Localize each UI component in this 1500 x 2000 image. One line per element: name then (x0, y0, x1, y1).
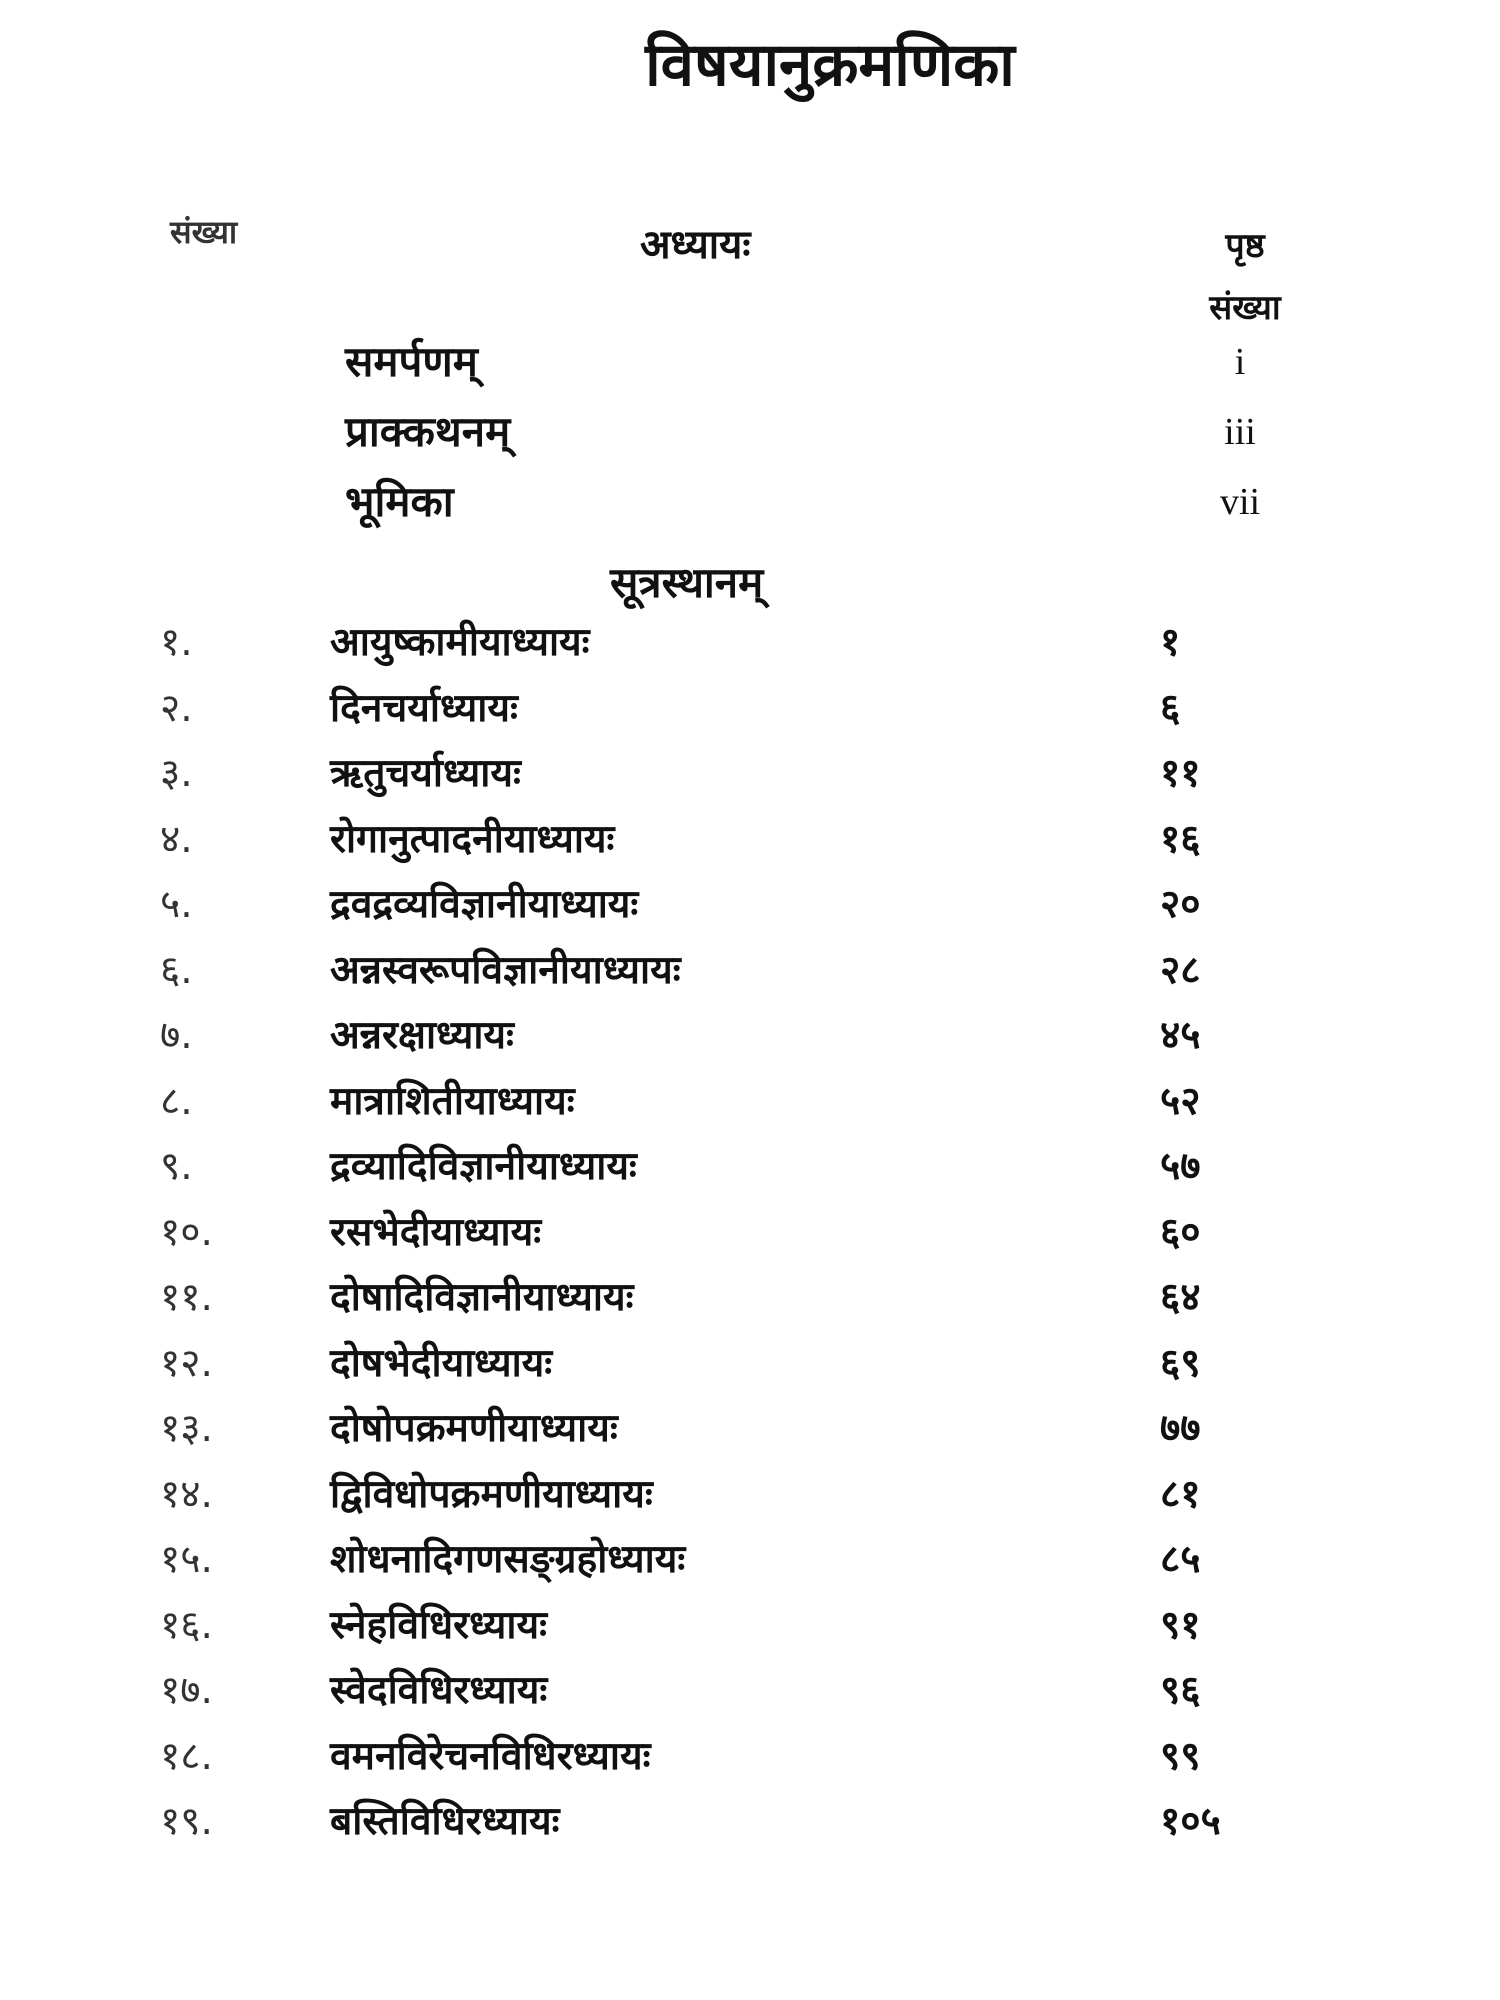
front-matter-row (0, 397, 1500, 467)
chapter-name: द्विविधोपक्रमणीयाध्यायः (330, 1471, 653, 1517)
chapter-page: १०५ (1160, 1799, 1221, 1844)
chapter-row (0, 1789, 1500, 1855)
chapter-name: स्नेहविधिरध्यायः (330, 1602, 547, 1648)
chapter-name: द्रव्यादिविज्ञानीयाध्यायः (330, 1144, 637, 1189)
chapter-name: बस्तिविधिरध्यायः (330, 1799, 560, 1844)
chapter-number: १२. (160, 1340, 213, 1386)
chapter-page: ४५ (1160, 1013, 1201, 1058)
chapter-number: ९. (160, 1144, 193, 1189)
front-matter-page: vii (1219, 481, 1261, 523)
chapter-number: १८. (160, 1733, 213, 1779)
chapter-row (0, 1069, 1500, 1135)
chapter-name: मात्राशितीयाध्यायः (330, 1078, 575, 1124)
chapter-name: दोषादिविज्ञानीयाध्यायः (330, 1275, 634, 1320)
chapter-number: १७. (160, 1668, 213, 1713)
chapter-name: आयुष्कामीयाध्यायः (330, 620, 590, 665)
chapter-row (0, 1593, 1500, 1659)
chapter-page: १६ (1160, 816, 1201, 862)
chapter-row (0, 1658, 1500, 1724)
chapter-number: १०. (160, 1209, 213, 1255)
header-page-number (1175, 215, 1315, 339)
page-title: विषयानुक्रमणिका (645, 30, 1015, 100)
chapter-number: ६. (160, 947, 193, 993)
front-matter-row (0, 467, 1500, 537)
front-matter-label: प्राक्कथनम् (345, 407, 511, 456)
chapter-name: अन्नस्वरूपविज्ञानीयाध्यायः (330, 947, 681, 993)
chapter-page: ९९ (1160, 1733, 1201, 1779)
chapter-row (0, 1462, 1500, 1528)
chapter-page: २८ (1160, 947, 1201, 993)
chapter-number: १३. (160, 1406, 213, 1451)
chapter-list (0, 610, 1500, 1855)
chapter-number: १४. (160, 1471, 213, 1517)
chapter-page: ५७ (1160, 1144, 1201, 1189)
chapter-number: ११. (160, 1275, 213, 1320)
chapter-name: ऋतुचर्याध्यायः (330, 751, 521, 796)
chapter-name: दोषभेदीयाध्यायः (330, 1340, 553, 1386)
chapter-row (0, 872, 1500, 938)
chapter-name: द्रवद्रव्यविज्ञानीयाध्यायः (330, 882, 639, 927)
chapter-name: वमनविरेचनविधिरध्यायः (330, 1733, 651, 1779)
chapter-number: ८. (160, 1078, 193, 1124)
chapter-row (0, 807, 1500, 873)
chapter-number: १९. (160, 1799, 213, 1844)
chapter-row (0, 1396, 1500, 1462)
chapter-row (0, 1003, 1500, 1069)
chapter-number: १. (160, 620, 193, 665)
chapter-row (0, 1265, 1500, 1331)
chapter-row (0, 1134, 1500, 1200)
chapter-page: ११ (1160, 751, 1201, 796)
chapter-name: अन्नरक्षाध्यायः (330, 1013, 514, 1058)
chapter-row (0, 610, 1500, 676)
front-matter-label: समर्पणम् (345, 337, 478, 386)
front-matter-page: iii (1224, 411, 1256, 453)
chapter-number: १६. (160, 1602, 213, 1648)
chapter-page: ८१ (1160, 1471, 1201, 1517)
chapter-name: दोषोपक्रमणीयाध्यायः (330, 1406, 618, 1451)
chapter-row (0, 1200, 1500, 1266)
chapter-page: ८५ (1160, 1537, 1201, 1582)
chapter-number: ४. (160, 816, 193, 862)
chapter-page: ९१ (1160, 1602, 1201, 1648)
chapter-page: ५२ (1160, 1078, 1201, 1124)
front-matter-label: भूमिका (345, 477, 454, 526)
chapter-page: १ (1160, 620, 1181, 665)
chapter-name: स्वेदविधिरध्यायः (330, 1668, 548, 1713)
chapter-row (0, 1331, 1500, 1397)
chapter-row (0, 741, 1500, 807)
chapter-name: शोधनादिगणसङ्ग्रहोध्यायः (330, 1537, 686, 1582)
chapter-page: २० (1160, 882, 1201, 927)
front-matter-page: i (1234, 341, 1246, 383)
chapter-number: ३. (160, 751, 193, 796)
chapter-name: रोगानुत्पादनीयाध्यायः (330, 816, 615, 862)
chapter-number: १५. (160, 1537, 213, 1582)
chapter-row (0, 1724, 1500, 1790)
chapter-number: २. (160, 685, 193, 731)
front-matter-row (0, 327, 1500, 397)
header-page-line2: संख्या (1209, 288, 1281, 328)
chapter-page: ९६ (1160, 1668, 1201, 1713)
section-title: सूत्रस्थानम् (610, 558, 764, 607)
header-number: संख्या (170, 213, 238, 251)
chapter-number: ७. (160, 1013, 193, 1058)
chapter-page: ६० (1160, 1209, 1201, 1255)
chapter-page: ७७ (1160, 1406, 1201, 1451)
chapter-page: ६ (1160, 685, 1181, 731)
header-page-line1: पृष्ठ (1225, 226, 1265, 266)
chapter-row (0, 676, 1500, 742)
chapter-row (0, 938, 1500, 1004)
chapter-name: रसभेदीयाध्यायः (330, 1209, 542, 1255)
chapter-page: ६४ (1160, 1275, 1201, 1320)
header-chapter: अध्यायः (640, 222, 751, 268)
chapter-row (0, 1527, 1500, 1593)
chapter-page: ६९ (1160, 1340, 1201, 1386)
chapter-number: ५. (160, 882, 193, 927)
chapter-name: दिनचर्याध्यायः (330, 685, 518, 731)
